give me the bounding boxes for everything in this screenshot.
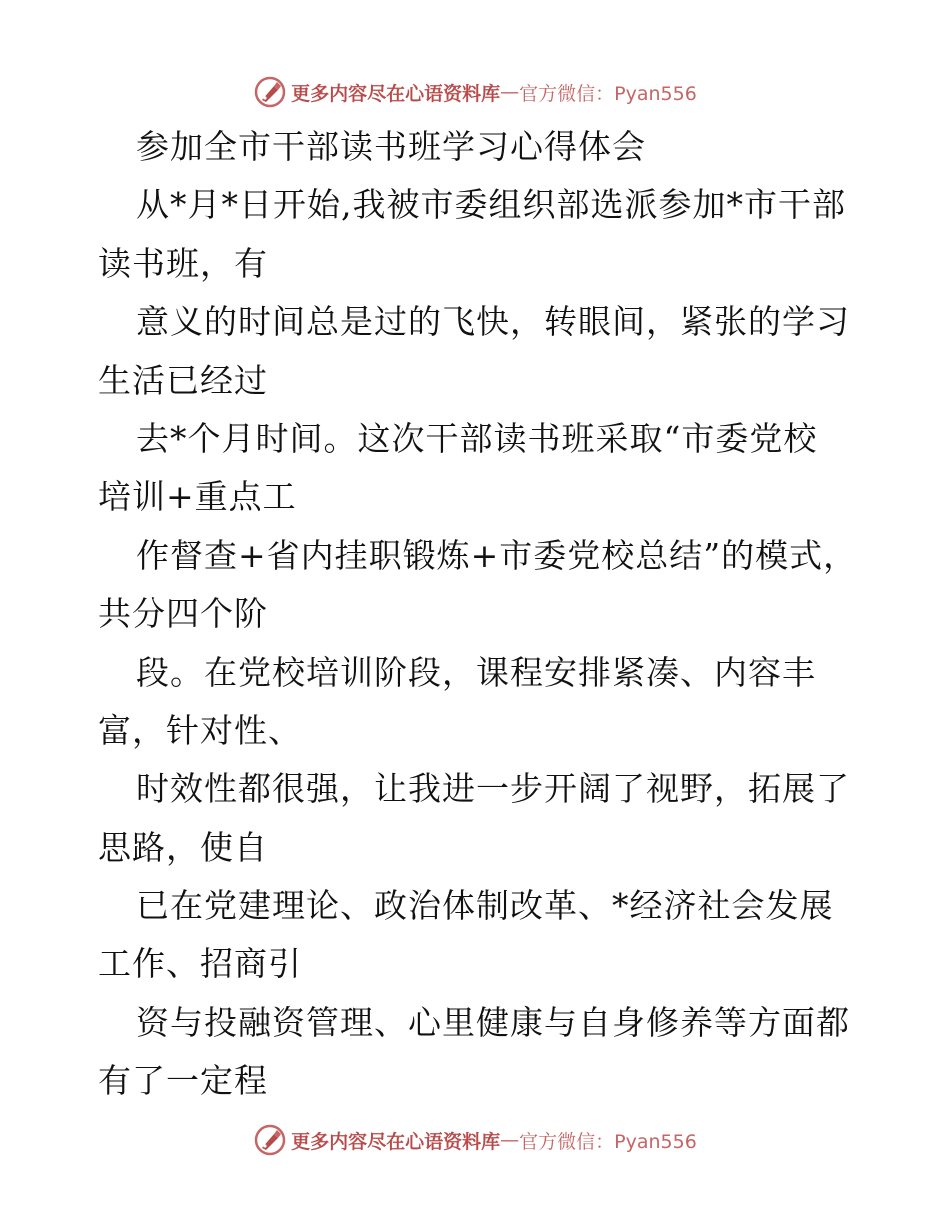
text-line: 培训+重点工 [98,477,297,517]
document-body [98,118,858,1111]
pen-nib-logo-icon [253,1123,287,1157]
text-line: 富，针对性、 [98,710,302,750]
text-line: 已在党建理论、政治体制改革、*经济社会发展 [136,886,834,926]
text-line: 资与投融资管理、心里健康与自身修养等方面都 [136,1002,850,1042]
pen-nib-logo-icon [253,75,287,109]
watermark-separator: — [500,81,520,103]
text-line: 有了一定程 [98,1061,268,1101]
watermark-contact: 官方微信：Pyan556 [519,1130,697,1153]
text-line: 思路，使自 [98,827,268,867]
text-line: 去*个月时间。这次干部读书班采取“市委党校 [136,418,818,458]
text-line: 读书班，有 [98,243,268,283]
text-line: 作督查+省内挂职锻炼+市委党校总结”的模式， [136,535,858,575]
text-line: 从*月*日开始,我被市委组织部选派参加*市干部 [136,185,846,225]
watermark-brand: 更多内容尽在心语资料库 [291,1130,501,1153]
text-line: 共分四个阶 [98,594,268,634]
text-line: 工作、招商引 [98,944,302,984]
text-line: 时效性都很强，让我进一步开阔了视野，拓展了 [136,769,850,809]
document-title: 参加全市干部读书班学习心得体会 [136,127,646,166]
watermark-brand: 更多内容尽在心语资料库 [291,82,501,105]
footer-watermark [0,1120,950,1160]
watermark-separator: — [500,1129,520,1151]
text-line: 生活已经过 [98,360,268,400]
text-line: 意义的时间总是过的飞快，转眼间，紧张的学习 [136,302,850,342]
watermark-contact: 官方微信：Pyan556 [519,82,697,105]
header-watermark [0,72,950,112]
text-line: 段。在党校培训阶段，课程安排紧凑、内容丰 [136,652,816,692]
